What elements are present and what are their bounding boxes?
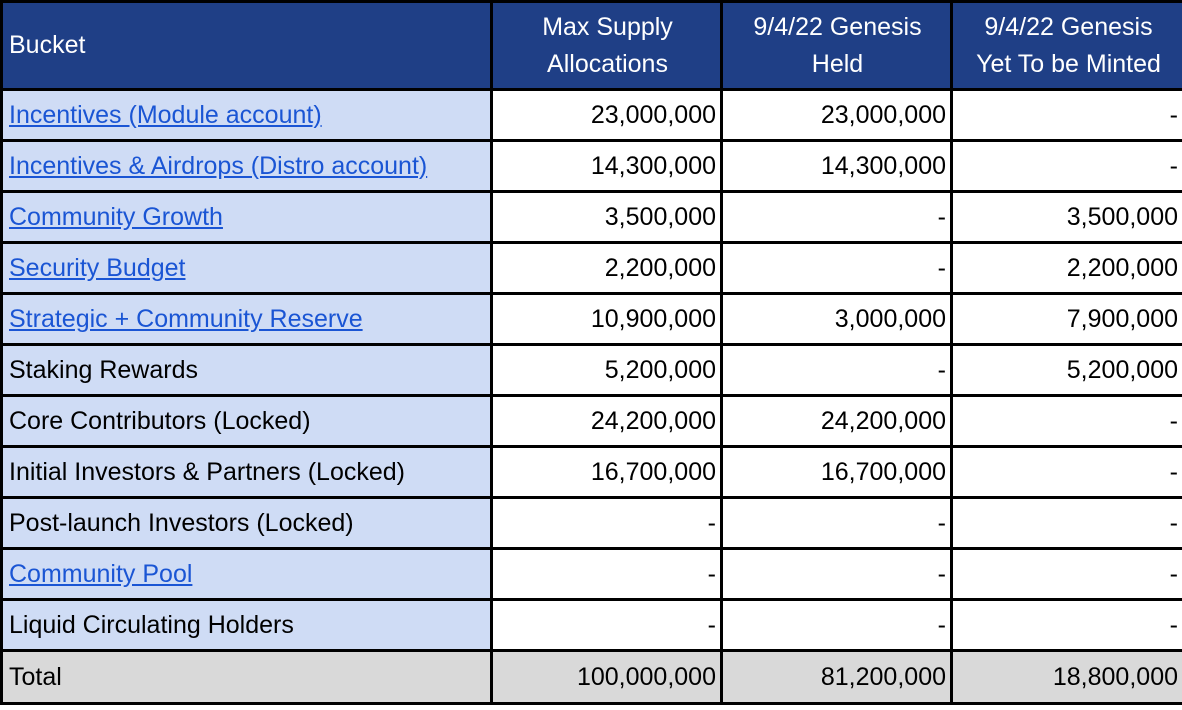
table-row [2,192,1182,243]
total-row [2,651,1182,704]
table-row [2,294,1182,345]
header-max-supply-line2: Allocations [547,49,668,78]
header-genesis-held-line1: 9/4/22 Genesis [753,12,922,41]
header-bucket [2,2,492,90]
table-row [2,600,1182,651]
table-row [2,345,1182,396]
yet-to-be-minted-cell: 3,500,000 [952,192,1182,243]
total-label: Total [2,651,492,704]
genesis-held-cell: 16,700,000 [722,447,952,498]
genesis-held-cell: - [722,498,952,549]
total-genesis-held: 81,200,000 [722,651,952,704]
max-supply-cell: 5,200,000 [492,345,722,396]
table-row [2,141,1182,192]
header-row [2,2,1182,90]
yet-to-be-minted-cell: 5,200,000 [952,345,1182,396]
bucket-link[interactable]: Incentives & Airdrops (Distro account) [2,141,492,192]
header-yet-to-be-minted-line2: Yet To be Minted [976,49,1161,78]
yet-to-be-minted-cell: 2,200,000 [952,243,1182,294]
header-yet-to-be-minted-line1: 9/4/22 Genesis [984,12,1153,41]
table-row [2,396,1182,447]
genesis-held-cell: - [722,243,952,294]
table-row [2,447,1182,498]
bucket-label: Liquid Circulating Holders [2,600,492,651]
max-supply-cell: - [492,600,722,651]
table-row [2,549,1182,600]
yet-to-be-minted-cell: - [952,90,1182,141]
genesis-held-cell: 24,200,000 [722,396,952,447]
table-row [2,90,1182,141]
max-supply-cell: 14,300,000 [492,141,722,192]
header-bucket-label: Bucket [9,31,86,59]
bucket-label: Staking Rewards [2,345,492,396]
yet-to-be-minted-cell: - [952,396,1182,447]
table-row [2,498,1182,549]
yet-to-be-minted-cell: - [952,549,1182,600]
bucket-label: Core Contributors (Locked) [2,396,492,447]
yet-to-be-minted-cell: - [952,498,1182,549]
header-genesis-held [722,2,952,90]
total-max-supply: 100,000,000 [492,651,722,704]
bucket-link[interactable]: Community Growth [2,192,492,243]
max-supply-cell: - [492,498,722,549]
genesis-held-cell: 14,300,000 [722,141,952,192]
header-max-supply [492,2,722,90]
yet-to-be-minted-cell: - [952,141,1182,192]
max-supply-cell: 2,200,000 [492,243,722,294]
genesis-held-cell: 23,000,000 [722,90,952,141]
bucket-link[interactable]: Incentives (Module account) [2,90,492,141]
yet-to-be-minted-cell: - [952,600,1182,651]
max-supply-cell: 23,000,000 [492,90,722,141]
bucket-link[interactable]: Strategic + Community Reserve [2,294,492,345]
table-row [2,243,1182,294]
bucket-label: Post-launch Investors (Locked) [2,498,492,549]
bucket-label: Initial Investors & Partners (Locked) [2,447,492,498]
header-yet-to-be-minted [952,2,1182,90]
yet-to-be-minted-cell: 7,900,000 [952,294,1182,345]
max-supply-cell: - [492,549,722,600]
table-body [2,90,1182,651]
max-supply-cell: 24,200,000 [492,396,722,447]
max-supply-cell: 10,900,000 [492,294,722,345]
genesis-held-cell: 3,000,000 [722,294,952,345]
yet-to-be-minted-cell: - [952,447,1182,498]
max-supply-cell: 16,700,000 [492,447,722,498]
header-max-supply-line1: Max Supply [542,12,673,41]
genesis-held-cell: - [722,549,952,600]
bucket-link[interactable]: Security Budget [2,243,492,294]
genesis-held-cell: - [722,192,952,243]
total-yet-to-be-minted: 18,800,000 [952,651,1182,704]
bucket-link[interactable]: Community Pool [2,549,492,600]
max-supply-cell: 3,500,000 [492,192,722,243]
genesis-held-cell: - [722,600,952,651]
genesis-held-cell: - [722,345,952,396]
header-genesis-held-line2: Held [811,49,864,78]
